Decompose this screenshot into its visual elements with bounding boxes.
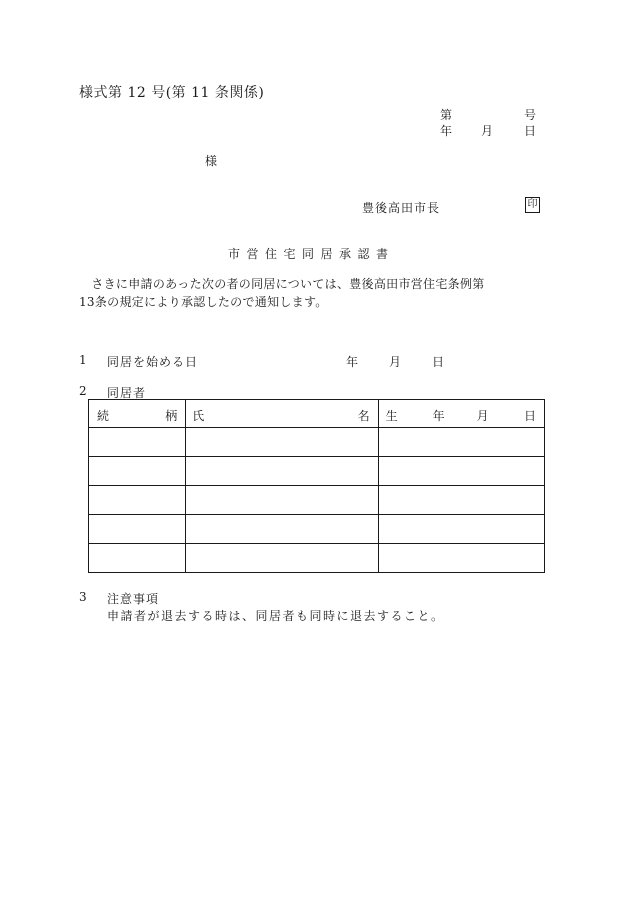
cell-name[interactable] [186,428,378,457]
table-row [89,515,545,544]
issue-date-year: 年 [440,124,453,138]
doc-number-suffix: 号 [524,108,537,122]
item1-year: 年 [346,355,359,369]
item1-number: 1 [79,353,87,367]
body-line-1-text: さきに申請のあった次の者の同居については、豊後高田市営住宅条例第 [91,277,485,291]
addressee-honorific: 様 [205,154,218,168]
issue-date-day: 日 [524,124,537,138]
cell-relation[interactable] [89,544,186,573]
cell-birthdate[interactable] [378,428,544,457]
table-header-row [89,400,545,428]
form-number: 様式第 12 号(第 11 条関係) [79,85,265,101]
document-body [79,275,549,311]
cohabitants-table [88,399,545,573]
header-birth-year: 年 [432,409,445,423]
cell-birthdate[interactable] [378,515,544,544]
item2-label: 同居者 [107,386,147,400]
cell-name[interactable] [186,544,378,573]
issuer-title: 豊後高田市長 [362,201,441,215]
cell-birthdate[interactable] [378,486,544,515]
header-name [186,400,378,428]
item3-label: 注意事項 [107,592,160,606]
document-title: 市営住宅同居承認書 [228,247,395,261]
item3-note: 申請者が退去する時は、同居者も同時に退去すること。 [107,609,445,623]
header-relation-a: 続 [97,409,110,423]
table-row [89,457,545,486]
item1-month: 月 [389,355,402,369]
item3-number: 3 [79,590,87,604]
header-birth: 生 [385,409,398,423]
header-birth-month: 月 [476,409,489,423]
header-birth-day: 日 [523,409,536,423]
table-row [89,428,545,457]
table-row [89,486,545,515]
header-relation-b: 柄 [165,409,178,423]
cell-name[interactable] [186,486,378,515]
header-name-b: 名 [357,409,370,423]
item1-label: 同居を始める日 [107,355,199,369]
body-line-2: 13条の規定により承認したので通知します。 [79,295,328,309]
cell-relation[interactable] [89,457,186,486]
body-line-1 [79,275,549,293]
table-row [89,544,545,573]
header-birthdate [378,400,544,428]
doc-number-prefix: 第 [440,108,453,122]
cell-relation[interactable] [89,428,186,457]
cell-name[interactable] [186,457,378,486]
header-name-a: 氏 [192,409,205,423]
cell-relation[interactable] [89,515,186,544]
cell-name[interactable] [186,515,378,544]
seal-mark: 印 [525,197,540,213]
cell-relation[interactable] [89,486,186,515]
header-relation [89,400,186,428]
item2-number: 2 [79,384,87,398]
cell-birthdate[interactable] [378,457,544,486]
cell-birthdate[interactable] [378,544,544,573]
issue-date-month: 月 [481,124,494,138]
item1-day: 日 [432,355,445,369]
